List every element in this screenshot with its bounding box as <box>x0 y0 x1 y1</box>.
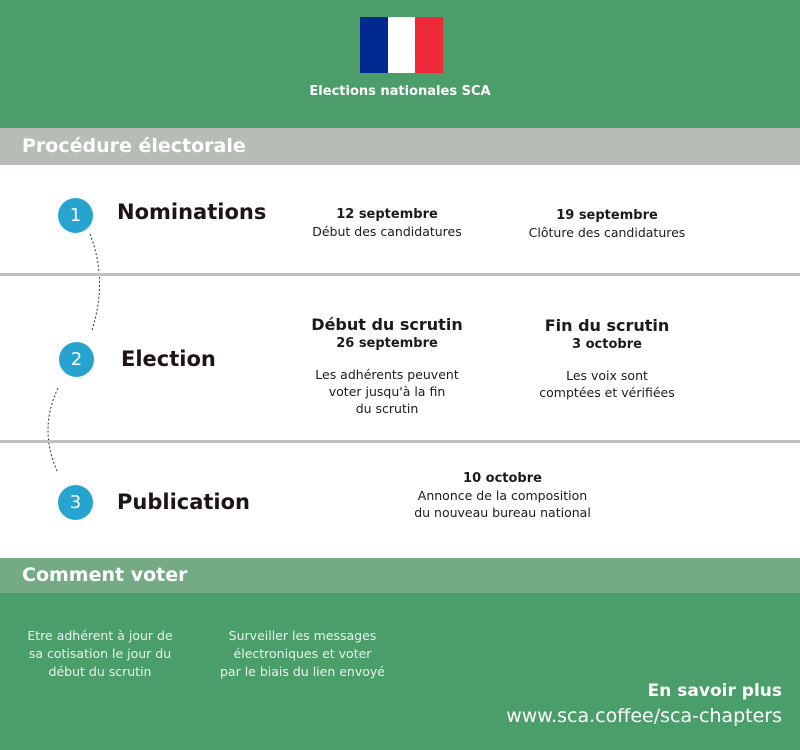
nominations-end <box>497 207 717 241</box>
text-line: électroniques et voter <box>233 646 372 661</box>
date: 3 octobre <box>572 337 642 352</box>
learn-more-link[interactable]: www.sca.coffee/sca-chapters <box>506 705 782 727</box>
date: 19 septembre <box>556 208 658 223</box>
description: Clôture des candidatures <box>528 225 686 240</box>
description-line: Annonce de la composition <box>417 488 588 503</box>
section-heading-procedure: Procédure électorale <box>0 128 800 165</box>
text-line: sa cotisation le jour du <box>28 646 172 661</box>
how-to-vote-item <box>5 627 195 681</box>
flag-red-stripe <box>415 17 443 73</box>
how-to-vote-section <box>0 593 800 750</box>
publication-announcement <box>385 470 620 521</box>
heading: Fin du scrutin <box>544 316 670 335</box>
description-line: du scrutin <box>355 401 419 416</box>
description-line: du nouveau bureau national <box>414 505 591 520</box>
voting-end <box>497 316 717 401</box>
step-number-badge: 2 <box>59 342 94 377</box>
text-line: par le biais du lien envoyé <box>220 664 385 679</box>
description: Début des candidatures <box>312 224 462 239</box>
text-line: Etre adhérent à jour de <box>27 628 173 643</box>
heading: Début du scrutin <box>311 315 463 334</box>
flag-blue-stripe <box>360 17 388 73</box>
text-line: début du scrutin <box>48 664 152 679</box>
voting-start <box>287 315 487 417</box>
description-line: comptées et vérifiées <box>539 385 675 400</box>
description-line: Les voix sont <box>566 368 648 383</box>
step-number-badge: 3 <box>58 485 93 520</box>
text-line: Surveiller les messages <box>228 628 377 643</box>
step-title: Publication <box>117 490 251 514</box>
nominations-start <box>287 206 487 240</box>
divider <box>0 440 800 443</box>
date: 26 septembre <box>336 336 438 351</box>
learn-more-title: En savoir plus <box>647 681 782 701</box>
date: 12 septembre <box>336 207 438 222</box>
flag-white-stripe <box>388 17 416 73</box>
date: 10 octobre <box>463 471 542 486</box>
header <box>0 0 800 128</box>
france-flag-icon <box>360 17 443 73</box>
section-heading-how-to-vote: Comment voter <box>0 558 800 593</box>
step-title: Nominations <box>117 200 267 224</box>
page-title: Elections nationales SCA <box>309 84 491 99</box>
step-title: Election <box>121 347 216 371</box>
description-line: Les adhérents peuvent <box>315 367 459 382</box>
description-line: voter jusqu'à la fin <box>328 384 446 399</box>
how-to-vote-item <box>200 627 405 681</box>
divider <box>0 273 800 276</box>
step-number-badge: 1 <box>58 198 93 233</box>
